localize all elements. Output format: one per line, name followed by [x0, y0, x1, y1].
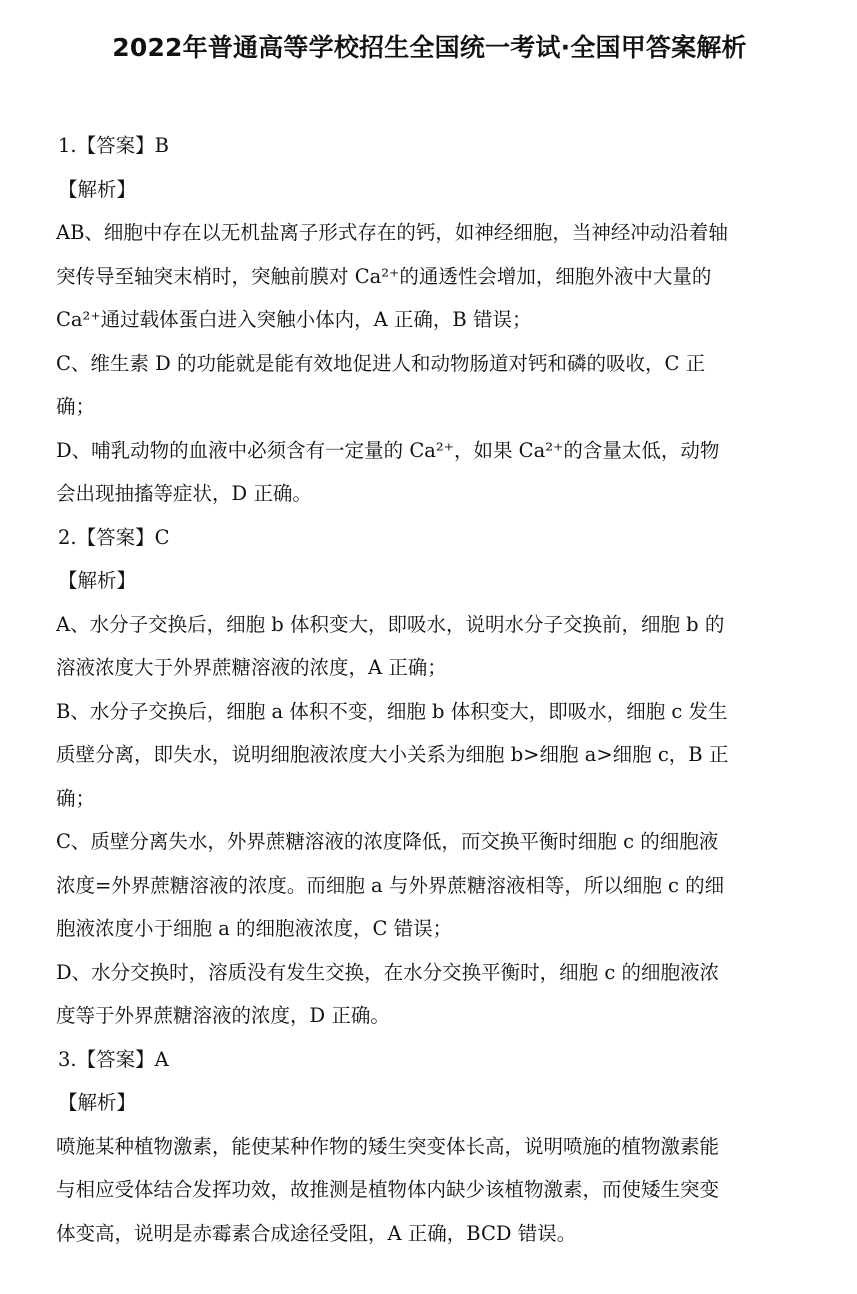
analysis-line: D、水分交换时，溶质没有发生交换，在水分交换平衡时，细胞 c 的细胞液浓	[56, 960, 719, 984]
analysis-line: 与相应受体结合发挥功效，故推测是植物体内缺少该植物激素，而使矮生突变	[56, 1178, 720, 1201]
analysis-line: A、水分子交换后，细胞 b 体积变大，即吸水，说明水分子交换前，细胞 b 的	[56, 612, 725, 636]
analysis-line: AB、细胞中存在以无机盐离子形式存在的钙，如神经细胞，当神经冲动沿着轴	[56, 221, 728, 244]
analysis-line: 喷施某种植物激素，能使某种作物的矮生突变体长高，说明喷施的植物激素能	[56, 1134, 720, 1158]
analysis-line: 胞液浓度小于细胞 a 的细胞液浓度，C 错误；	[56, 917, 453, 940]
page-title: 2022年普通高等学校招生全国统一考试·全国甲答案解析	[112, 33, 747, 62]
analysis-line: B、水分子交换后，细胞 a 体积不变，细胞 b 体积变大，即吸水，细胞 c 发生	[56, 699, 728, 723]
analysis-line: D、哺乳动物的血液中必须含有一定量的 Ca²⁺，如果 Ca²⁺的含量太低，动物	[56, 438, 720, 462]
analysis-label: 【解析】	[58, 1091, 137, 1114]
analysis-line: 浓度=外界蔗糖溶液的浓度。而细胞 a 与外界蔗糖溶液相等，所以细胞 c 的细	[56, 873, 725, 897]
analysis-line: 确；	[56, 786, 96, 810]
answer-line: 2.【答案】C	[58, 525, 170, 549]
analysis-line: Ca²⁺通过载体蛋白进入突触小体内，A 正确，B 错误；	[56, 308, 532, 331]
analysis-line: 会出现抽搐等症状，D 正确。	[56, 482, 312, 505]
question-3	[56, 1038, 803, 1256]
analysis-line: 突传导至轴突末梢时，突触前膜对 Ca²⁺的通透性会增加，细胞外液中大量的	[56, 264, 712, 288]
answer-content	[56, 124, 803, 1255]
question-2	[56, 516, 803, 1038]
answer-line: 3.【答案】A	[58, 1047, 169, 1071]
analysis-line: 质壁分离，即失水，说明细胞液浓度大小关系为细胞 b>细胞 a>细胞 c，B 正	[56, 743, 729, 766]
analysis-line: 确；	[56, 395, 96, 418]
analysis-line: 溶液浓度大于外界蔗糖溶液的浓度，A 正确；	[56, 656, 447, 679]
analysis-line: 度等于外界蔗糖溶液的浓度，D 正确。	[56, 1004, 390, 1027]
analysis-line: C、维生素 D 的功能就是能有效地促进人和动物肠道对钙和磷的吸收，C 正	[56, 351, 706, 375]
analysis-line: C、质壁分离失水，外界蔗糖溶液的浓度降低，而交换平衡时细胞 c 的细胞液	[56, 830, 719, 853]
analysis-label: 【解析】	[58, 177, 137, 201]
analysis-line: 体变高，说明是赤霉素合成途径受阻，A 正确，BCD 错误。	[56, 1221, 577, 1245]
question-1	[56, 124, 803, 516]
answer-line: 1.【答案】B	[58, 134, 169, 157]
analysis-label: 【解析】	[58, 569, 137, 592]
